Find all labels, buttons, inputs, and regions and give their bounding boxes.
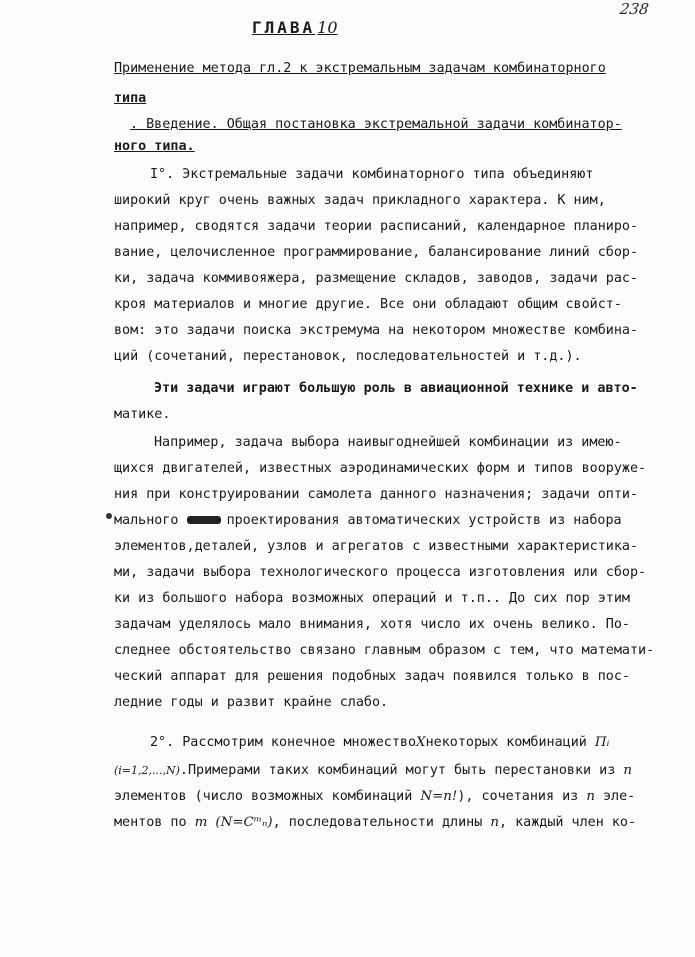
handwritten-symbol: n [586, 789, 595, 804]
text-fragment: элементов (число возможных комбинаций [114, 789, 413, 804]
text-line: Эти задачи играют большую роль в авиационной технике и авто- [154, 381, 638, 396]
text-line: ций (сочетаний, перестановок, последовательностей и т.д.). [114, 349, 582, 364]
handwritten-symbol: X [416, 735, 426, 750]
text-line [114, 762, 632, 780]
handwritten-symbol: (i=1,2,...,N) [114, 764, 180, 777]
text-line: Например, задача выбора наивыгоднейшей комбинации из имею- [154, 435, 622, 450]
text-line: ки, задача коммивояжера, размещение складов, заводов, задачи рас- [114, 271, 639, 286]
text-line: ния при конструировании самолета данного назначения; задачи опти- [114, 487, 639, 502]
text-line: щихся двигателей, известных аэродинамических форм и типов вооруже- [114, 461, 647, 476]
text-line: следнее обстоятельство связано главным образом с тем, что математи- [114, 643, 655, 658]
text-line-with-smudge [114, 512, 622, 530]
page-number: 238 [619, 0, 651, 18]
handwritten-symbol: N=n! [420, 789, 458, 804]
section-title-line-1: Применение метода гл.2 к экстремальным задачам комбинаторного [114, 61, 606, 76]
text-fragment: 2°. Рассмотрим конечное множество [150, 735, 417, 750]
text-line [114, 814, 636, 832]
section-title-line-2: типа [114, 91, 147, 106]
text-fragment: , каждый член ко- [498, 815, 637, 830]
text-line: элементов,деталей, узлов и агрегатов с известными характеристика- [114, 539, 639, 554]
text-line: широкий круг очень важных задач прикладного характера. К ним, [114, 193, 606, 208]
text-line: вание, целочисленное программирование, балансирование линий сбор- [114, 245, 639, 260]
text-line [150, 734, 609, 752]
text-line: матике. [114, 407, 171, 422]
text-line: задачам уделялось мало внимания, хотя число их очень велико. По- [114, 617, 630, 632]
ink-smudge [187, 516, 221, 524]
text-line: ческий аппарат для решения подобных задач появился только в пос- [114, 669, 630, 684]
text-line: ледние годы и развит крайне слабо. [114, 695, 389, 710]
text-fragment: проектирования автоматических устройств из набора [226, 513, 622, 528]
text-line: вом: это задачи поиска экстремума на некотором множестве комбина- [114, 323, 639, 338]
text-line: например, сводятся задачи теории расписаний, календарное планиро- [114, 219, 639, 234]
text-fragment: , последовательности длины [272, 815, 483, 830]
chapter-title: ГЛАВА [252, 18, 316, 37]
handwritten-symbol: n [490, 815, 499, 830]
text-fragment: ментов по [114, 815, 187, 830]
handwritten-symbol: m [194, 815, 208, 830]
handwritten-symbol: n [623, 763, 632, 778]
text-line: ки из большого набора возможных операций и т.п.. До сих пор этим [114, 591, 630, 606]
text-line: I°. Экстремальные задачи комбинаторного типа объединяют [150, 167, 594, 182]
text-fragment: .Примерами таких комбинаций могут быть перестановки из [179, 763, 616, 778]
text-fragment: мального [114, 513, 179, 528]
chapter-heading [252, 18, 338, 37]
text-fragment: эле- [603, 789, 636, 804]
text-line [114, 788, 635, 806]
text-line: кроя материалов и многие другие. Все они обладают общим свойст- [114, 297, 622, 312]
margin-mark [106, 513, 112, 519]
subsection-title-line-1: . Введение. Общая постановка экстремальной задачи комбинатор- [130, 117, 622, 132]
subsection-title-line-2: ного типа. [114, 139, 195, 154]
handwritten-symbol: Πᵢ [594, 735, 610, 750]
text-line: ми, задачи выбора технологического процесса изготовления или сбор- [114, 565, 647, 580]
text-fragment: ), сочетания из [457, 789, 579, 804]
handwritten-symbol: (N=Cᵐₙ) [215, 815, 273, 830]
text-fragment: некоторых комбинаций [425, 735, 587, 750]
chapter-number: 10 [317, 18, 338, 37]
